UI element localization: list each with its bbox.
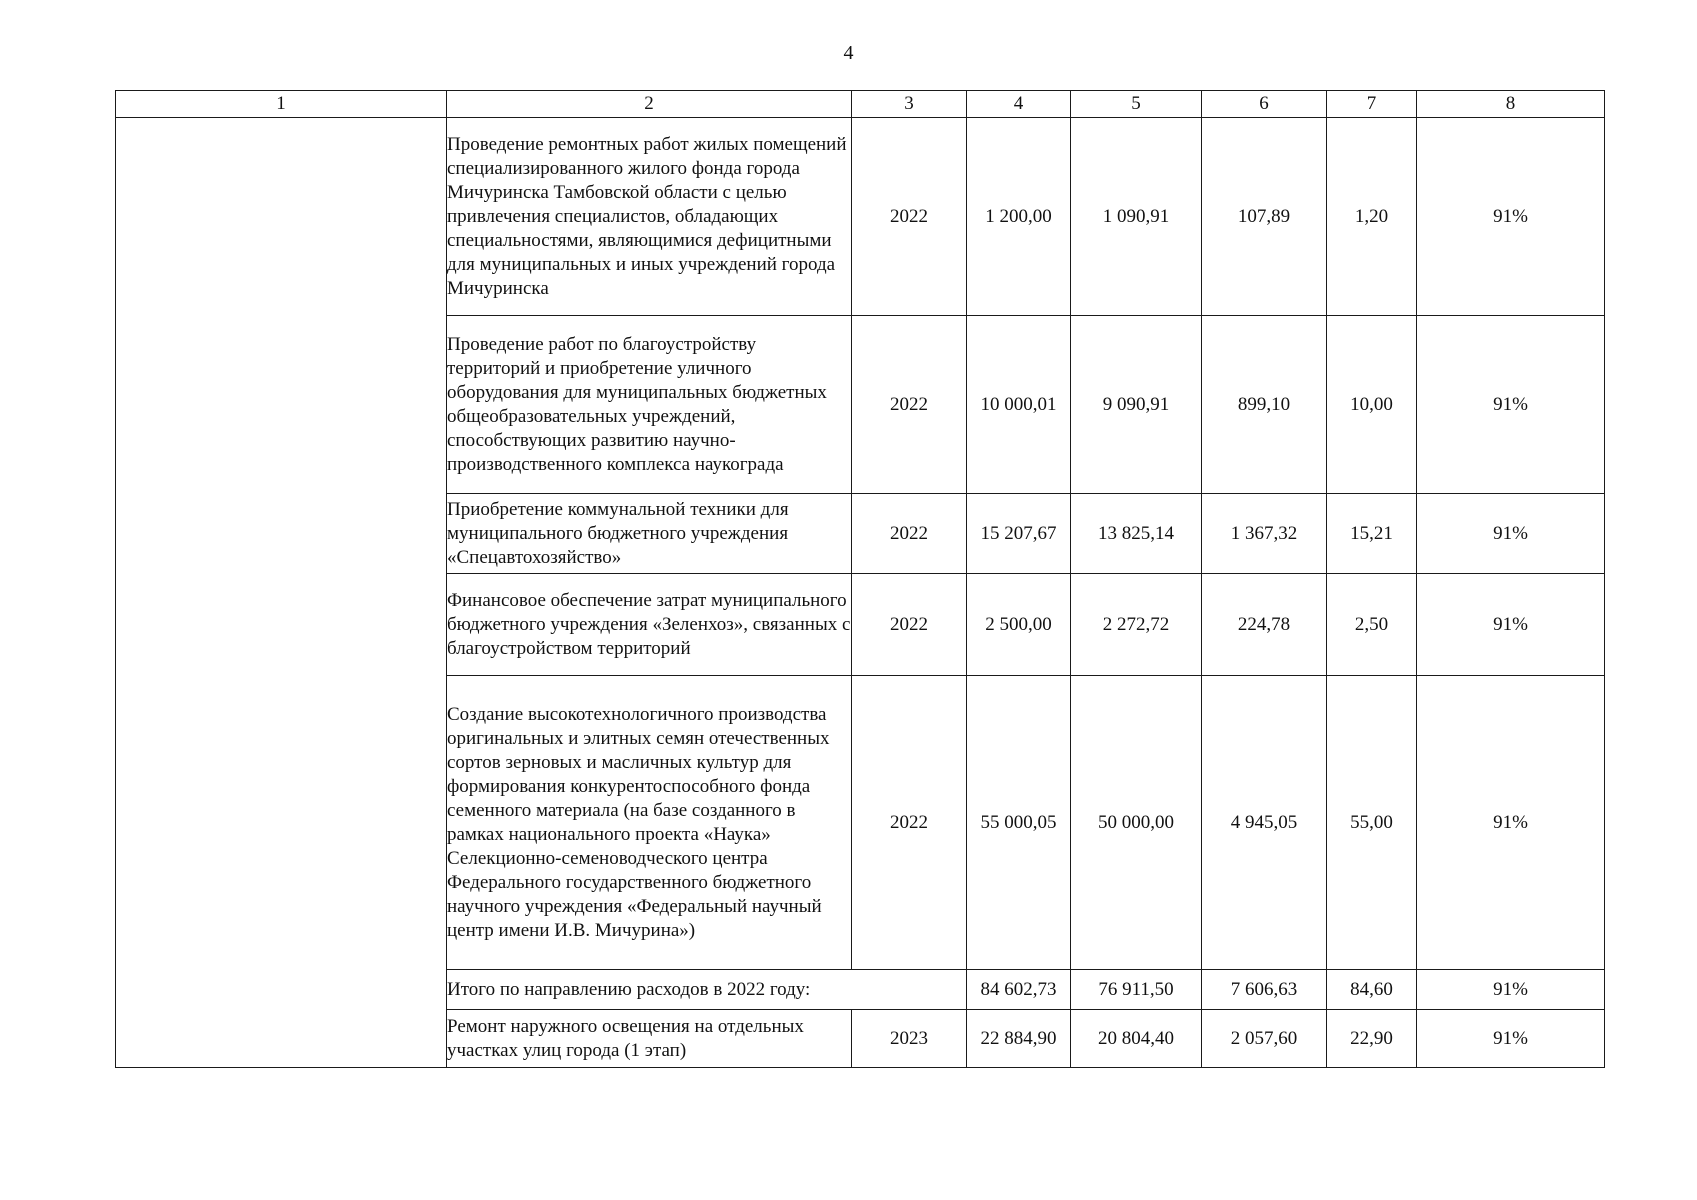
row-year: 2023: [852, 1010, 967, 1068]
row-value-col8: 91%: [1417, 316, 1605, 494]
row-description: Создание высокотехнологичного производства оригинальных и элитных семян отечественных сортов зерновых и масличных культур для формирования конкурентоспособного фонда семенного материала (на базе созданного в рамках национального проекта «Наука» Селекционно-семеноводческого центра Федерального государственного бюджетного научного учреждения «Федеральный научный центр имени И.В. Мичурина»): [447, 676, 852, 970]
row-value-col7: 1,20: [1327, 118, 1417, 316]
row-value-col8: 91%: [1417, 574, 1605, 676]
row-value-col5: 13 825,14: [1071, 494, 1202, 574]
row-value-col7: 22,90: [1327, 1010, 1417, 1068]
row-year: 2022: [852, 676, 967, 970]
row-year: 2022: [852, 574, 967, 676]
row-year: 2022: [852, 118, 967, 316]
row-value-col8: 91%: [1417, 494, 1605, 574]
row-value-col6: 224,78: [1202, 574, 1327, 676]
row-value-col6: 2 057,60: [1202, 1010, 1327, 1068]
row-value-col4: 55 000,05: [967, 676, 1071, 970]
row-value-col4: 15 207,67: [967, 494, 1071, 574]
empty-merged-cell: [116, 118, 447, 1068]
row-year: 2022: [852, 316, 967, 494]
row-description: Проведение работ по благоустройству территорий и приобретение уличного оборудования для муниципальных бюджетных общеобразовательных учреждений, способствующих развитию научно-производственного комплекса наукограда: [447, 316, 852, 494]
row-description: Финансовое обеспечение затрат муниципального бюджетного учреждения «Зеленхоз», связанных с благоустройством территорий: [447, 574, 852, 676]
total-value-col5: 76 911,50: [1071, 970, 1202, 1010]
column-header: 1: [116, 91, 447, 118]
row-value-col5: 9 090,91: [1071, 316, 1202, 494]
row-value-col6: 1 367,32: [1202, 494, 1327, 574]
row-year: 2022: [852, 494, 967, 574]
total-value-col8: 91%: [1417, 970, 1605, 1010]
total-label: Итого по направлению расходов в 2022 году:: [447, 970, 967, 1010]
column-header: 6: [1202, 91, 1327, 118]
row-value-col5: 20 804,40: [1071, 1010, 1202, 1068]
row-value-col4: 10 000,01: [967, 316, 1071, 494]
row-value-col6: 107,89: [1202, 118, 1327, 316]
column-header: 4: [967, 91, 1071, 118]
row-value-col4: 1 200,00: [967, 118, 1071, 316]
row-value-col4: 2 500,00: [967, 574, 1071, 676]
row-value-col7: 10,00: [1327, 316, 1417, 494]
row-value-col7: 15,21: [1327, 494, 1417, 574]
row-value-col8: 91%: [1417, 118, 1605, 316]
column-header: 3: [852, 91, 967, 118]
page-number: 4: [843, 42, 854, 64]
row-value-col8: 91%: [1417, 676, 1605, 970]
column-header: 5: [1071, 91, 1202, 118]
row-value-col5: 2 272,72: [1071, 574, 1202, 676]
row-value-col5: 1 090,91: [1071, 118, 1202, 316]
row-value-col7: 2,50: [1327, 574, 1417, 676]
row-value-col8: 91%: [1417, 1010, 1605, 1068]
total-value-col7: 84,60: [1327, 970, 1417, 1010]
row-value-col5: 50 000,00: [1071, 676, 1202, 970]
total-value-col6: 7 606,63: [1202, 970, 1327, 1010]
row-value-col6: 4 945,05: [1202, 676, 1327, 970]
row-value-col4: 22 884,90: [967, 1010, 1071, 1068]
column-header: 8: [1417, 91, 1605, 118]
row-value-col6: 899,10: [1202, 316, 1327, 494]
total-value-col4: 84 602,73: [967, 970, 1071, 1010]
expenditure-table: [115, 90, 1605, 1068]
column-header: 7: [1327, 91, 1417, 118]
row-description: Ремонт наружного освещения на отдельных участках улиц города (1 этап): [447, 1010, 852, 1068]
row-description: Проведение ремонтных работ жилых помещений специализированного жилого фонда города Мичуринска Тамбовской области с целью привлечения специалистов, обладающих специальностями, являющимися дефицитными для муниципальных и иных учреждений города Мичуринска: [447, 118, 852, 316]
row-description: Приобретение коммунальной техники для муниципального бюджетного учреждения «Спецавтохозяйство»: [447, 494, 852, 574]
table-header-row: [116, 91, 1605, 118]
table-row: [116, 118, 1605, 316]
column-header: 2: [447, 91, 852, 118]
row-value-col7: 55,00: [1327, 676, 1417, 970]
